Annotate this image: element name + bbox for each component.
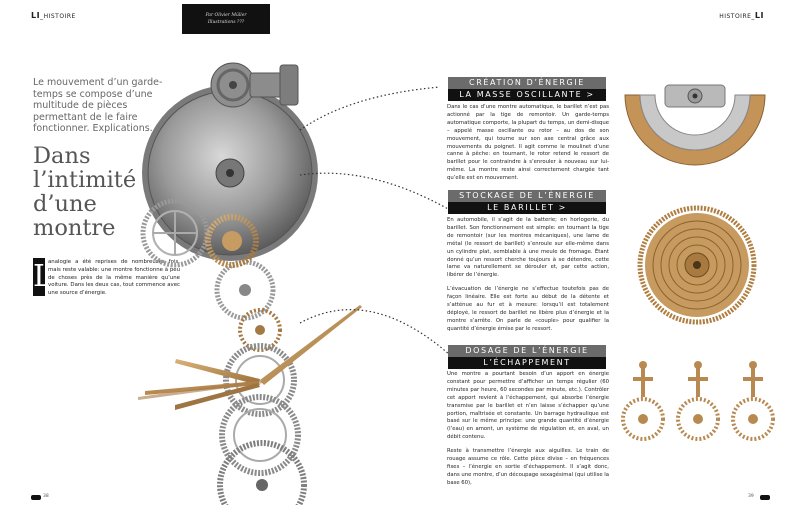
silver-wheel-2 <box>217 262 273 318</box>
escapement-1 <box>623 361 663 439</box>
page-number-left: 38 <box>43 494 49 499</box>
crown-wheel <box>211 63 255 107</box>
folio-marker-right <box>760 495 770 500</box>
section-2-subheader: LE BARILLET > <box>448 202 606 214</box>
section-1-paragraph: Dans le cas d’une montre automatique, le barillet n’est pas actionné par la tige de remontoir. Un garde-temps automatique comporte, la plupart du temps, un demi-disque – appelé masse oscillante ou rotor – au dos de son mouvement, qui tourne sur son axe central grâce aux mouvements du poignet. Il agit comme le moulinet d’une canne à pêche: en tournant, le rotor retend le ressort de barillet pour le contraindre à s’enrouler à nouveau sur lui-même. La montre reste ainsi correctement chargée tant qu’elle est en mouvement. <box>447 104 609 182</box>
section-2-paragraph: L’évacuation de l’énergie ne s’effectue toutefois pas de façon linéaire. Elle est forte au début de la détente et s’atténue au fur et à mesure: lorsqu’il est totalement déployé, le ressort de barillet ne libère plus d’énergie et la montre s’arrête. On parle de «couple» pour qualifier la quantité d’énergie émise par le ressort. <box>447 286 609 332</box>
intro-text: Le mouvement d’un garde-temps se compose d’une multitude de pièces permettant de le faire fonctionner. Explications. <box>33 77 163 134</box>
section-1-subheader: LA MASSE OSCILLANTE > <box>448 89 606 101</box>
leader-lines <box>290 85 460 365</box>
byline-author: Par Olivier Müller <box>205 13 247 18</box>
section-3-body <box>447 371 609 494</box>
section-1-header: CRÉATION D’ÉNERGIE <box>448 77 606 89</box>
header-right: HISTOIRE_LI <box>719 11 764 20</box>
byline-box <box>182 4 270 34</box>
section-3-header: DOSAGE DE L’ÉNERGIE <box>448 345 606 357</box>
gear-train <box>220 346 304 505</box>
byline-illustrations: Illustrations ??? <box>207 20 245 25</box>
escapement-images <box>618 357 778 447</box>
section-label: HISTOIRE <box>43 13 76 20</box>
barrel-image <box>637 205 757 325</box>
section-1-body <box>447 104 609 189</box>
drop-cap: L <box>33 259 53 294</box>
section-3-paragraph: Reste à transmettre l’énergie aux aiguilles. Le train de rouage assume ce rôle. Cette pièce divise – en fréquences fixes – l’énergie en sortie d’échappement. Il s’agit donc, dans une montre, d’un découpage sexagésimal (qui utilise la base 60), <box>447 448 610 486</box>
escapement-3 <box>733 361 773 439</box>
oscillating-mass-image <box>620 70 770 175</box>
magazine-mark: LI <box>31 11 41 20</box>
lead-paragraph: analogie a été reprises de nombreuses fois, mais reste valable: une montre fonctionne à peu de choses près de la même manière qu’une voiture. Dans les deux cas, tout commence avec une source d’énergie. <box>48 259 180 297</box>
section-2-body <box>447 217 609 340</box>
magazine-mark-right: LI <box>754 11 764 20</box>
section-2-header: STOCKAGE DE L’ÉNERGIE <box>448 190 606 202</box>
section-label-right: HISTOIRE <box>719 13 752 20</box>
section-2-paragraph: En automobile, il s’agit de la batterie; en horlogerie, du barillet. Son fonctionnement est simple: en tournant la tige de remontoir (sur les montres mécaniques), une lame de métal (le ressort de barillet) s’enroule sur elle-même dans un cylindre plat, semblable à une meule de fromage. Étant donné qu’un ressort cherche toujours à se détendre, cette lame va naturellement se dérouler et, par cette action, libérer de l’énergie. <box>447 217 609 279</box>
page-number-right: 39 <box>748 494 754 499</box>
article-title: Dans l’intimité d’une montre <box>33 143 137 241</box>
folio-marker-left <box>31 495 41 500</box>
header-left: LI_HISTOIRE <box>31 11 76 20</box>
section-3-subheader: L’ÉCHAPPEMENT <box>448 357 606 369</box>
section-3-paragraph: Une montre a pourtant besoin d’un apport en énergie constant pour permettre d’afficher un temps régulier (60 minutes par heure, 60 secondes par minute, etc.). Contrôler cet apport revient à l’échappement, qui absorbe l’énergie transmise par le barillet et n’en laisse s’échapper qu’une portion, maîtrisée et constante. Un barrage hydraulique est basé sur le même principe: une grande quantité d’énergie (l’eau) en amont, un système de régulation et, en aval, un débit contenu. <box>447 371 609 441</box>
escapement-2 <box>678 361 718 439</box>
